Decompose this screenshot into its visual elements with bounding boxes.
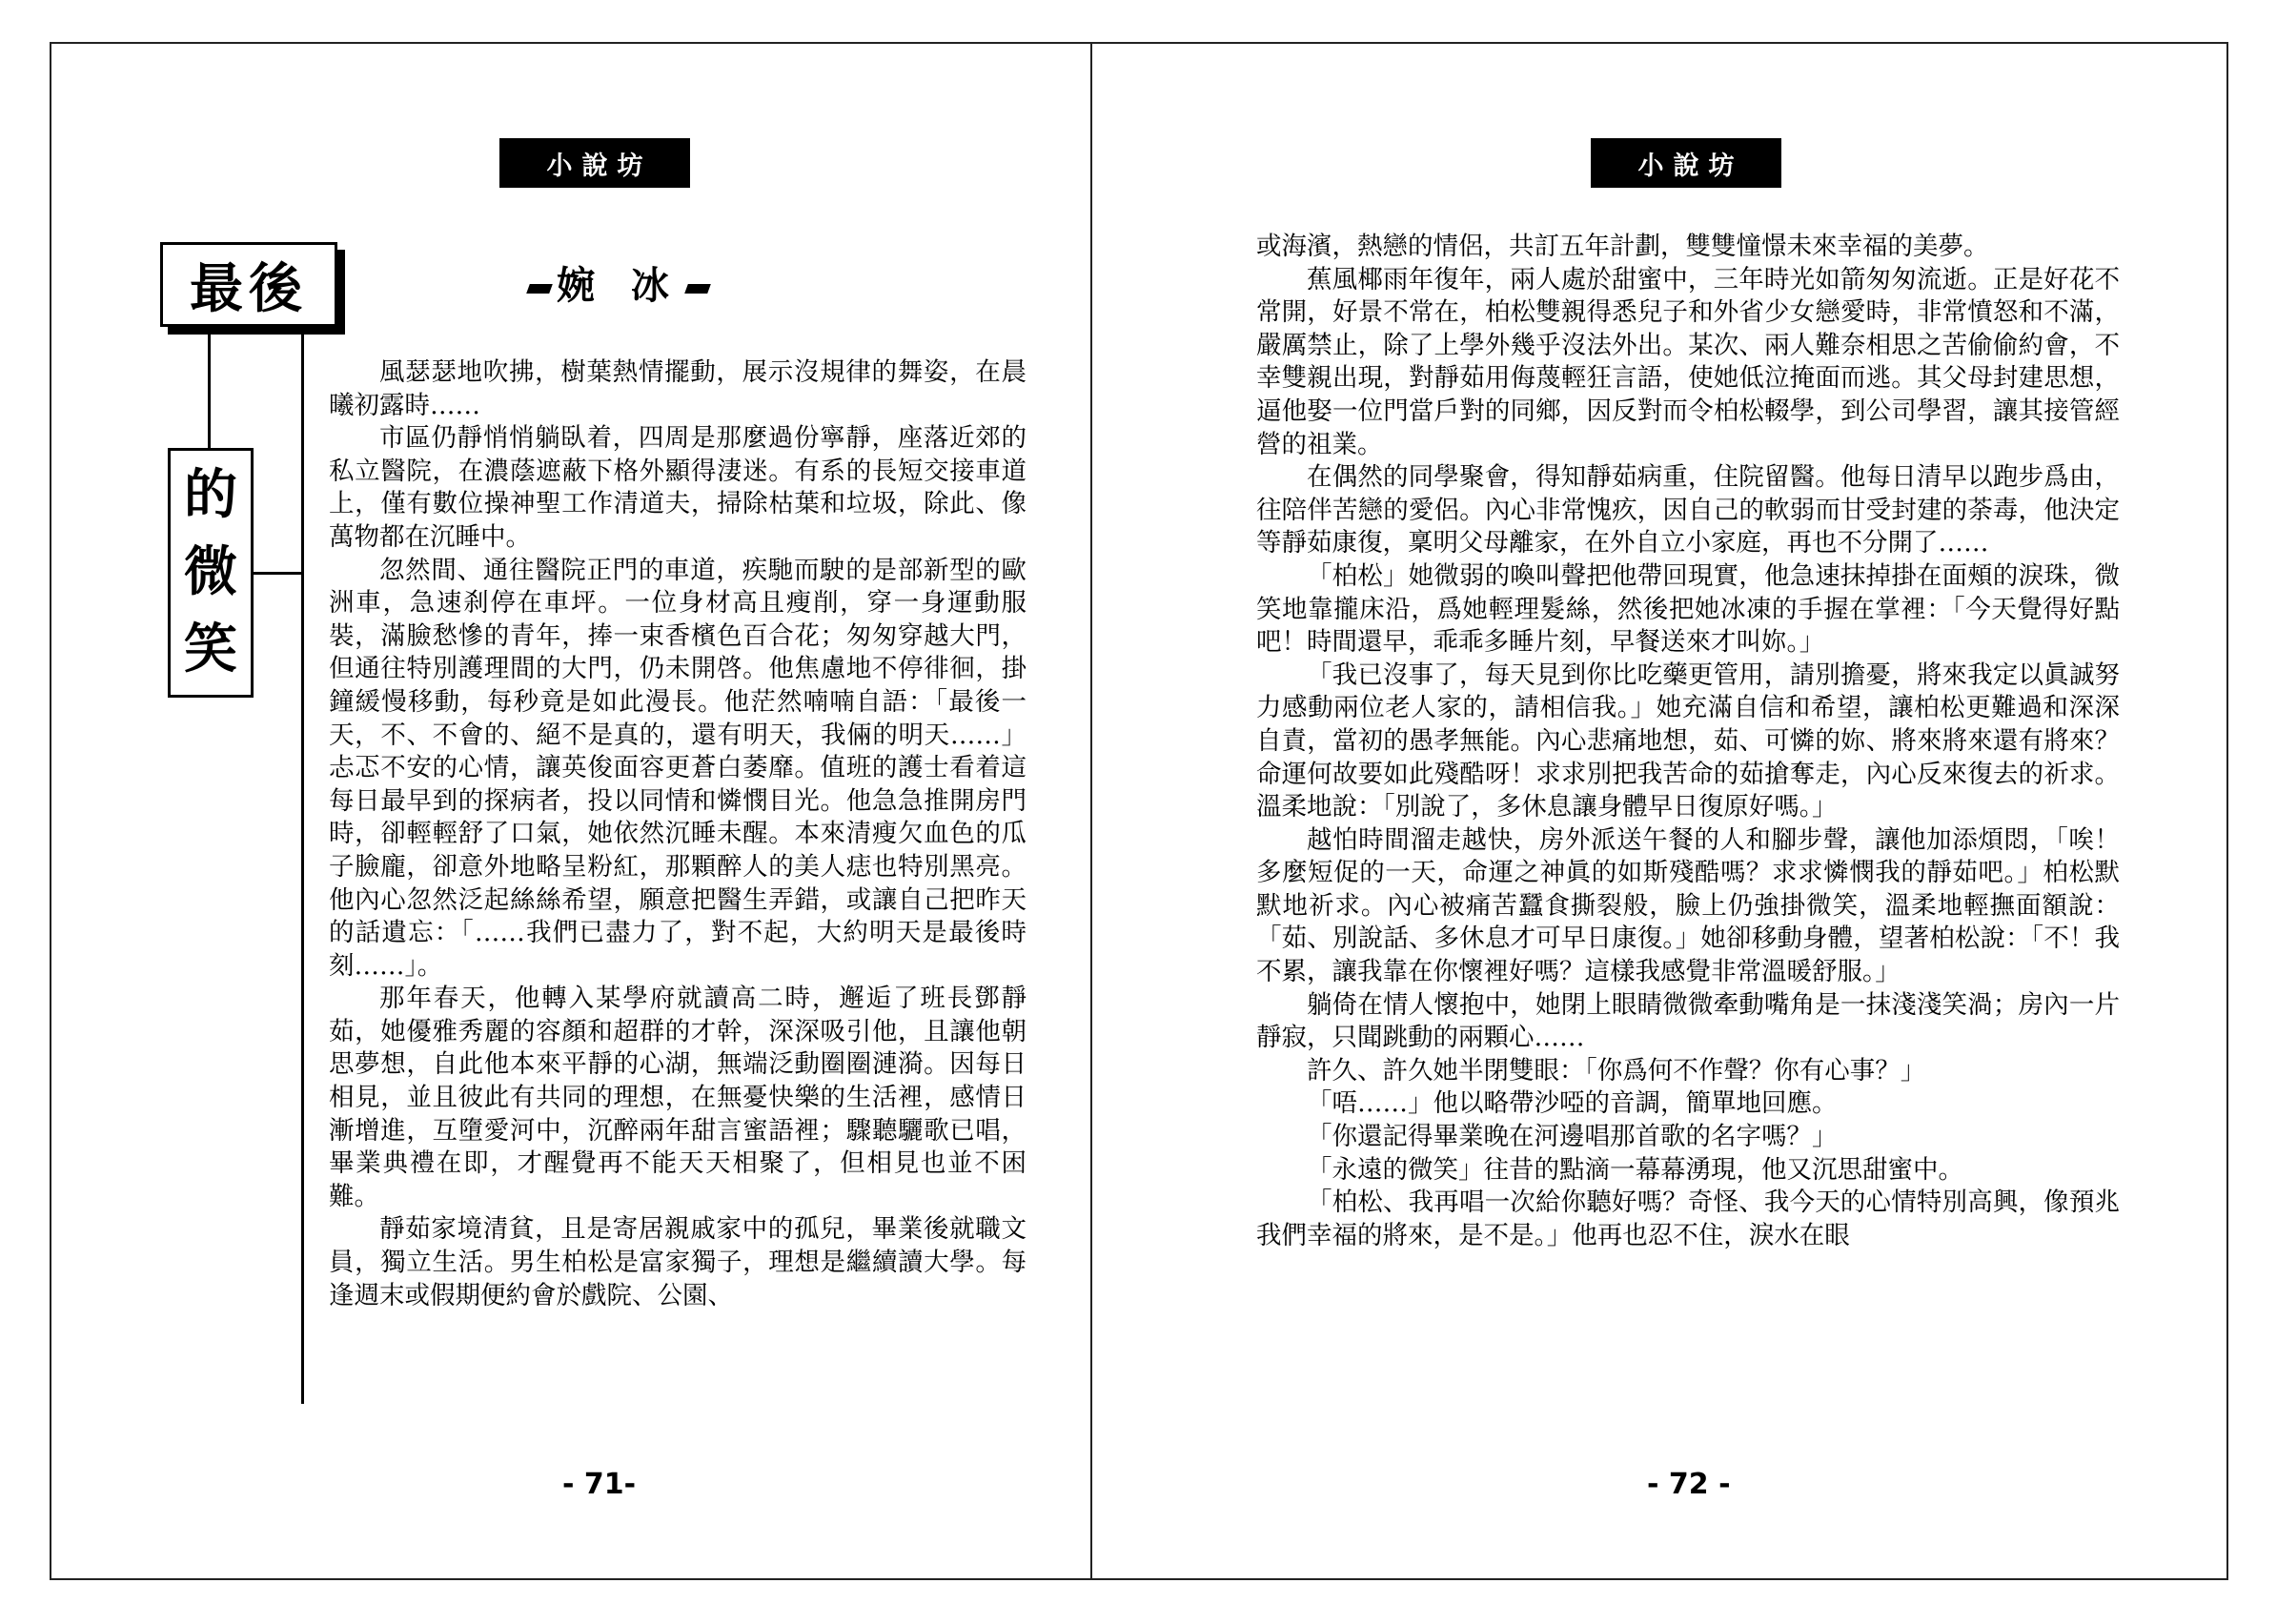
- story-body-right: [1256, 231, 2120, 1252]
- paragraph: 「柏松」她微弱的喚叫聲把他帶回現實，他急速抹掉掛在面頰的淚珠，微笑地靠攏床沿，爲她輕理髮絲，然後把她冰凍的手握在掌裡：「今天覺得好點吧！時間還早，乖乖多睡片刻，早餐送來才叫妳。」: [1256, 560, 2120, 658]
- paragraph: 「我已沒事了，每天見到你比吃藥更管用，請別擔憂，將來我定以眞誠努力感動兩位老人家的，請相信我。」她充滿自信和希望，讓柏松更難過和深深自責，當初的愚孝無能。內心悲痛地想，茹、可憐的妳、將來將來還有將來？命運何故要如此殘酷呀！求求別把我苦命的茹搶奪走，內心反來復去的祈求。溫柔地說：「別說了，多休息讓身體早日復原好嗎。」: [1256, 660, 2120, 822]
- author-decoration: [684, 284, 711, 294]
- author-decoration: [526, 284, 553, 294]
- column-header-right: 小說坊: [1591, 138, 1781, 188]
- paragraph: 「柏松、我再唱一次給你聽好嗎？奇怪、我今天的心情特別高興，像預兆我們幸福的將來，是不是。」他再也忍不住，淚水在眼: [1256, 1188, 2120, 1250]
- title-char: 的: [184, 463, 237, 526]
- title-top: 最後: [160, 242, 337, 327]
- column-header-left: 小說坊: [499, 138, 690, 188]
- paragraph: 越怕時間溜走越快，房外派送午餐的人和腳步聲，讓他加添煩悶，「唉！多麼短促的一天，命運之神眞的如斯殘酷嗎？求求憐憫我的靜茹吧。」柏松默默地祈求。內心被痛苦蠶食撕裂般，臉上仍強掛微笑，溫柔地輕撫面額說：「茹、別說話、多休息才可早日康復。」她卻移動身體，望著柏松說：「不！我不累，讓我靠在你懷裡好嗎？這樣我感覺非常溫暖舒服。」: [1256, 824, 2120, 987]
- paragraph: 「永遠的微笑」往昔的點滴一幕幕湧現，他又沉思甜蜜中。: [1307, 1154, 1963, 1185]
- title-connector-line: [254, 572, 303, 575]
- author-name: 婉 冰: [557, 263, 681, 308]
- page-number-left: - 71-: [562, 1468, 637, 1501]
- paragraph: 「唔……」他以略帶沙啞的音調，簡單地回應。: [1307, 1088, 1838, 1119]
- title-connector-line: [301, 327, 304, 1404]
- paragraph: 忽然間、通往醫院正門的車道，疾馳而駛的是部新型的歐洲車，急速刹停在車坪。一位身材高且瘦削，穿一身運動服裝，滿臉愁慘的青年，捧一束香檳色百合花；匆匆穿越大門，但通往特別護理間的大門，仍未開啓。他焦慮地不停徘徊，掛鐘緩慢移動，每秒竟是如此漫長。他茫然喃喃自語：「最後一天，不、不會的、絕不是真的，還有明天，我倆的明天……」忐忑不安的心情，讓英俊面容更蒼白萎靡。值班的護士看着這每日最早到的探病者，投以同情和憐憫目光。他急急推開房門時，卻輕輕舒了口氣，她依然沉睡未醒。本來清瘦欠血色的瓜子臉龐，卻意外地略呈粉紅，那顆醉人的美人痣也特別黑亮。他內心忽然泛起絲絲希望，願意把醫生弄錯，或讓自己把昨天的話遺忘：「……我們已盡力了，對不起，大約明天是最後時刻……」。: [329, 555, 1027, 981]
- paragraph: 許久、許久她半閉雙眼：「你爲何不作聲？你有心事？」: [1307, 1055, 1926, 1086]
- title-char: 微: [184, 540, 237, 603]
- page-number-right: - 72 -: [1647, 1468, 1731, 1501]
- title-char: 笑: [184, 619, 237, 681]
- paragraph: 靜茹家境清貧，且是寄居親戚家中的孤兒，畢業後就職文員，獨立生活。男生柏松是富家獨子，理想是繼續讀大學。每逢週末或假期便約會於戲院、公園、: [329, 1214, 1027, 1310]
- paragraph: 市區仍靜悄悄躺臥着，四周是那麼過份寧靜，座落近郊的私立醫院，在濃蔭遮蔽下格外顯得淒迷。有系的長短交接車道上，僅有數位操神聖工作清道夫，掃除枯葉和垃圾，除此、像萬物都在沉睡中。: [329, 423, 1027, 552]
- story-body-left: [329, 356, 1027, 1312]
- paragraph: 在偶然的同學聚會，得知靜茹病重，住院留醫。他每日清早以跑步爲由，往陪伴苦戀的愛侶。內心非常愧疚，因自己的軟弱而甘受封建的荼毒，他決定等靜茹康復，稟明父母離家，在外自立小家庭，再也不分開了……: [1256, 462, 2120, 558]
- paragraph: 或海濱，熱戀的情侶，共訂五年計劃，雙雙憧憬未來幸福的美夢。: [1256, 232, 1989, 261]
- author-byline: [522, 255, 715, 310]
- paragraph: 那年春天，他轉入某學府就讀高二時，邂逅了班長鄧靜茹，她優雅秀麗的容顏和超群的才幹，深深吸引他，且讓他朝思夢想，自此他本來平靜的心湖，無端泛動圈圈漣漪。因每日相見，並且彼此有共同的理想，在無憂快樂的生活裡，感情日漸增進，互墮愛河中，沉醉兩年甜言蜜語裡；驟聽驪歌已唱，畢業典禮在即，才醒覺再不能天天相聚了，但相見也並不困難。: [329, 984, 1027, 1211]
- paragraph: 躺倚在情人懷抱中，她閉上眼睛微微牽動嘴角是一抹淺淺笑渦；房內一片靜寂，只聞跳動的兩顆心……: [1256, 989, 2120, 1053]
- title-vertical: [168, 448, 254, 698]
- paragraph: 「你還記得畢業晚在河邊唱那首歌的名字嗎？」: [1307, 1122, 1838, 1152]
- page-fold: [1090, 42, 1092, 1580]
- paragraph: 蕉風椰雨年復年，兩人處於甜蜜中，三年時光如箭匆匆流逝。正是好花不常開，好景不常在，柏松雙親得悉兒子和外省少女戀愛時，非常憤怒和不滿，嚴厲禁止，除了上學外幾乎沒法外出。某次、兩人難奈相思之苦偷偷約會，不幸雙親出現，對靜茹用侮蔑輕狂言語，使她低泣掩面而逃。其父母封建思想，逼他娶一位門當戶對的同鄉，因反對而令柏松輟學，到公司學習，讓其接管經營的祖業。: [1256, 264, 2120, 459]
- paragraph: 風瑟瑟地吹拂，樹葉熱情擺動，展示沒規律的舞姿，在晨曦初露時……: [329, 357, 1027, 420]
- title-connector-line: [208, 327, 211, 448]
